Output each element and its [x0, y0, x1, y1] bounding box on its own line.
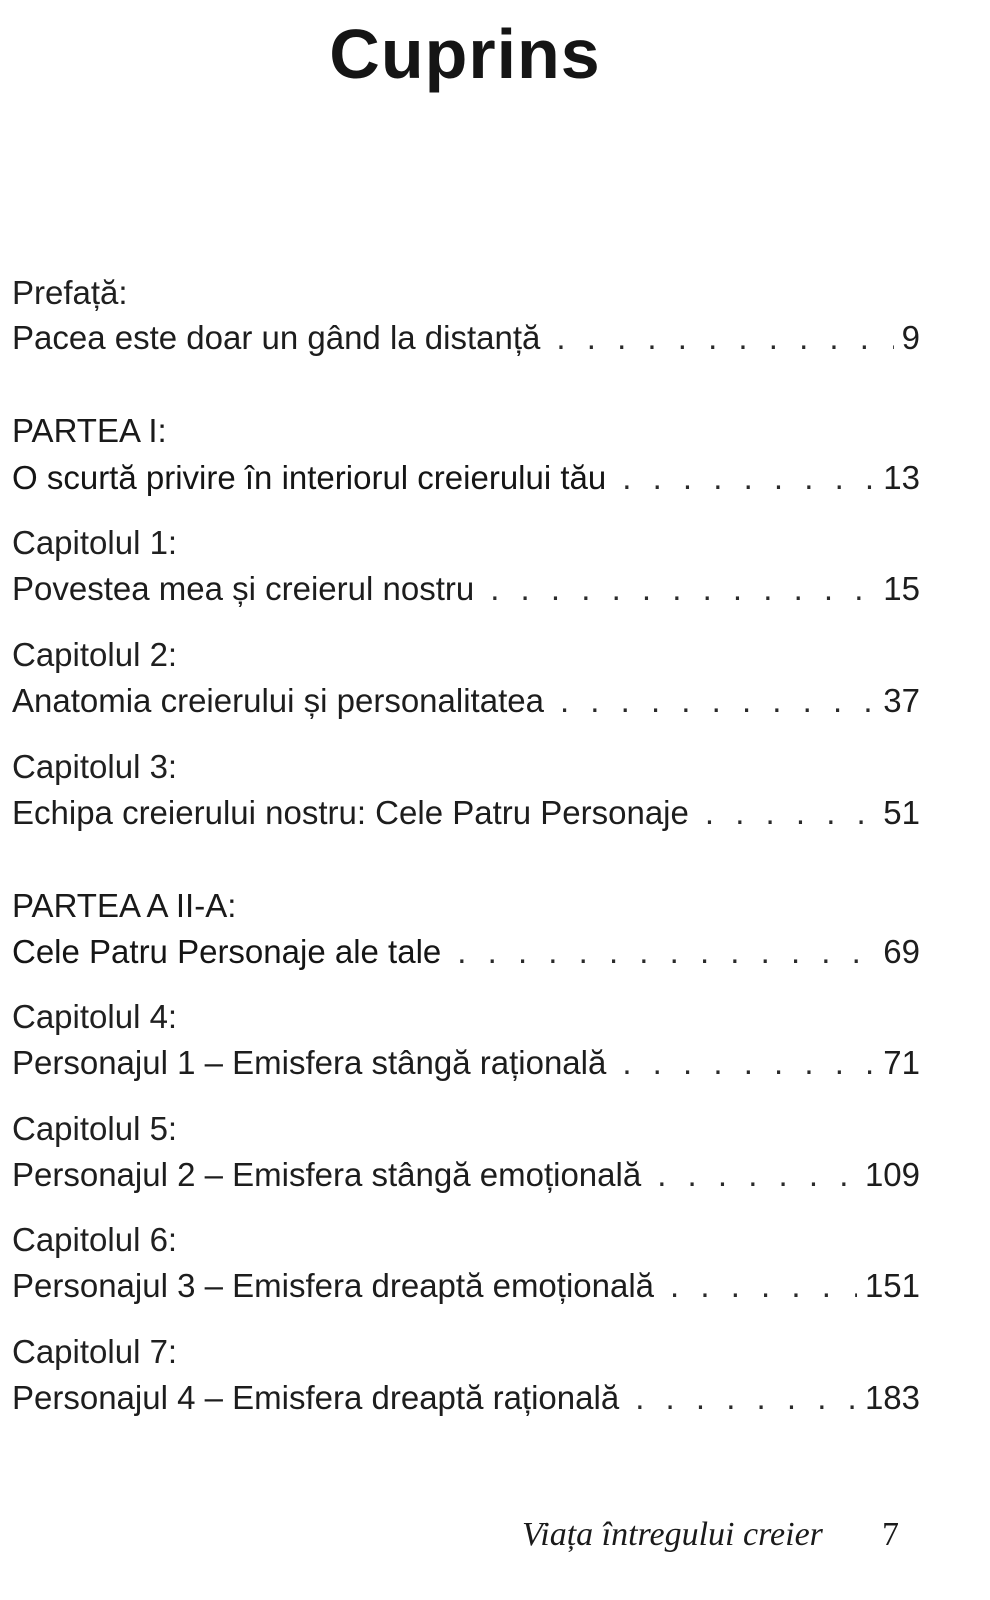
toc-entry-chapter-5[interactable]: [12, 1152, 920, 1198]
toc-entry-page: 15: [883, 570, 920, 607]
dot-leader: [622, 455, 875, 501]
dot-leader: [490, 566, 875, 612]
toc-entry-title: Personajul 1 – Emisfera stângă rațională: [12, 1044, 607, 1081]
part-2-label: PARTEA A II-A:: [12, 887, 237, 924]
dot-leader: [657, 1152, 857, 1198]
chapter-5-label: Capitolul 5:: [12, 1110, 178, 1147]
toc-entry-page: 13: [883, 459, 920, 496]
page-title: Cuprins: [329, 15, 601, 93]
dot-leader: [622, 1040, 875, 1086]
toc-entry-title: Povestea mea și creierul nostru: [12, 570, 475, 607]
toc-entry-page: 9: [901, 319, 920, 356]
toc-entry-chapter-4[interactable]: [12, 1040, 920, 1086]
toc-entry-page: 69: [883, 933, 920, 970]
page-number: 7: [882, 1516, 899, 1553]
chapter-4-label: Capitolul 4:: [12, 998, 178, 1035]
dot-leader: [556, 315, 893, 361]
toc-entry-title: Anatomia creierului și personalitatea: [12, 682, 544, 719]
chapter-6-label: Capitolul 6:: [12, 1221, 178, 1258]
toc-entry-chapter-2[interactable]: [12, 678, 920, 724]
dot-leader: [457, 929, 875, 975]
toc-entry-page: 71: [883, 1044, 920, 1081]
toc-entry-chapter-6[interactable]: [12, 1263, 920, 1309]
toc-entry-page: 109: [864, 1156, 920, 1193]
toc-entry-chapter-3[interactable]: [12, 790, 920, 836]
toc-entry-chapter-7[interactable]: [12, 1375, 920, 1421]
toc-entry-part-2[interactable]: [12, 929, 920, 975]
dot-leader: [705, 790, 875, 836]
dot-leader: [635, 1375, 857, 1421]
toc-entry-title: Personajul 3 – Emisfera dreaptă emoțională: [12, 1267, 655, 1304]
toc-entry-title: Pacea este doar un gând la distanță: [12, 319, 541, 356]
preface-label: Prefață:: [12, 274, 128, 311]
chapter-2-label: Capitolul 2:: [12, 636, 178, 673]
toc-entry-title: Cele Patru Personaje ale tale: [12, 933, 442, 970]
toc-entry-title: O scurtă privire în interiorul creierului tău: [12, 459, 607, 496]
dot-leader: [560, 678, 875, 724]
toc-entry-title: Personajul 2 – Emisfera stângă emoțională: [12, 1156, 642, 1193]
toc-entry-page: 183: [864, 1379, 920, 1416]
toc-entry-page: 51: [883, 794, 920, 831]
chapter-3-label: Capitolul 3:: [12, 748, 178, 785]
toc-entry-preface[interactable]: [12, 315, 920, 361]
dot-leader: [670, 1263, 857, 1309]
toc-entry-page: 151: [864, 1267, 920, 1304]
toc-entry-chapter-1[interactable]: [12, 566, 920, 612]
toc-entry-title: Echipa creierului nostru: Cele Patru Personaje: [12, 794, 689, 831]
toc-entry-part-1[interactable]: [12, 455, 920, 501]
chapter-7-label: Capitolul 7:: [12, 1333, 178, 1370]
running-footer-book-title: Viața întregului creier: [522, 1516, 823, 1553]
chapter-1-label: Capitolul 1:: [12, 524, 178, 561]
toc-entry-title: Personajul 4 – Emisfera dreaptă rațională: [12, 1379, 620, 1416]
toc-entry-page: 37: [883, 682, 920, 719]
part-1-label: PARTEA I:: [12, 412, 167, 449]
